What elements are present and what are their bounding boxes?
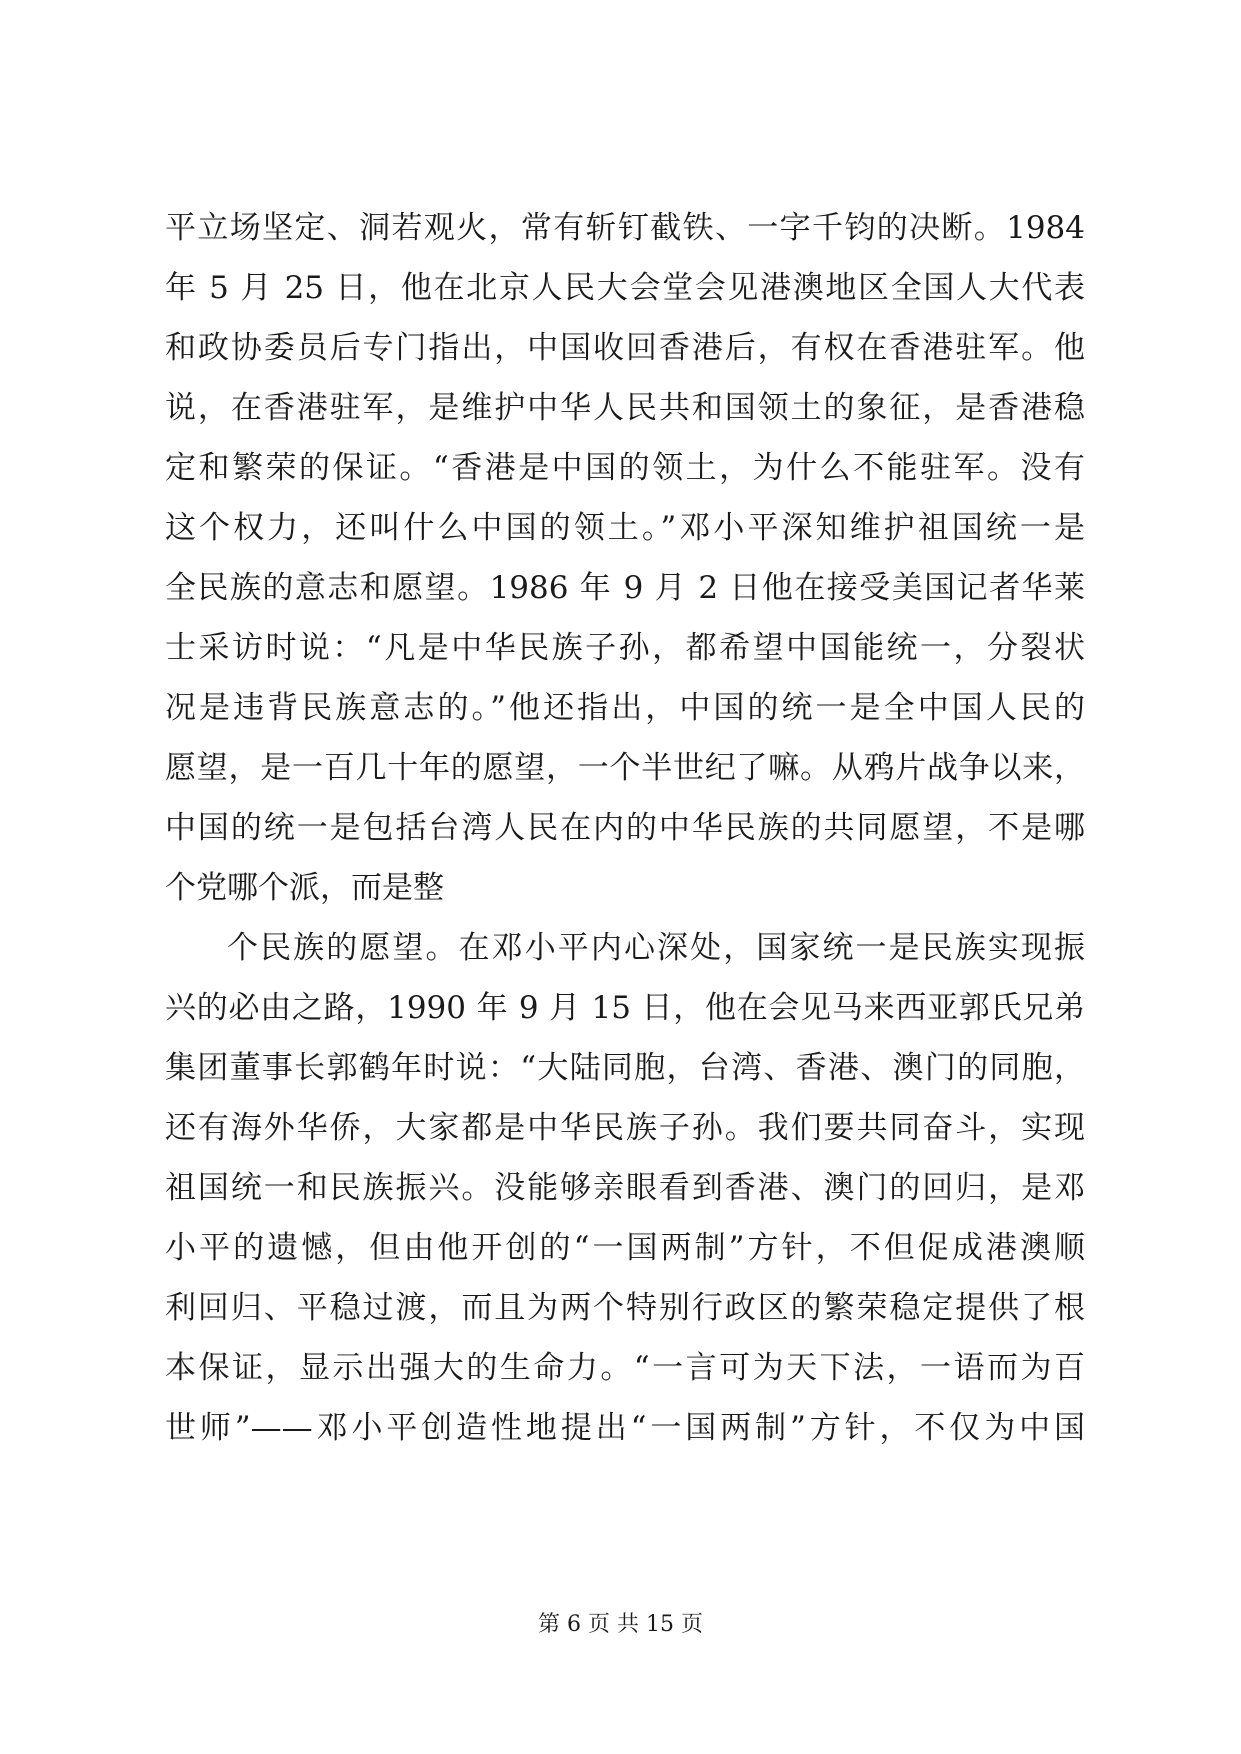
page-number-label: 第 6 页 共 15 页 (538, 1612, 703, 1637)
text-line: 利回归、平稳过渡，而且为两个特别行政区的繁荣稳定提供了根 (165, 1290, 1085, 1326)
text-line: 平立场坚定、洞若观火，常有斩钉截铁、一字千钧的决断。1984 (165, 210, 1085, 246)
text-line: 个民族的愿望。在邓小平内心深处，国家统一是民族实现振 (227, 930, 1085, 966)
text-line: 本保证，显示出强大的生命力。“一言可为天下法，一语而为百 (165, 1350, 1085, 1386)
text-line: 世师”——邓小平创造性地提出“一国两制”方针，不仅为中国 (165, 1410, 1085, 1446)
text-line: 还有海外华侨，大家都是中华民族子孙。我们要共同奋斗，实现 (165, 1110, 1085, 1146)
text-line: 定和繁荣的保证。“香港是中国的领土，为什么不能驻军。没有 (165, 450, 1085, 486)
page-footer (0, 1610, 1241, 1640)
text-line: 个党哪个派，而是整 (165, 870, 444, 906)
text-line: 年 5 月 25 日，他在北京人民大会堂会见港澳地区全国人大代表 (165, 270, 1085, 306)
text-line: 这个权力，还叫什么中国的领土。”邓小平深知维护祖国统一是 (165, 510, 1085, 546)
text-line: 小平的遗憾，但由他开创的“一国两制”方针，不但促成港澳顺 (165, 1230, 1085, 1266)
text-line: 况是违背民族意志的。”他还指出，中国的统一是全中国人民的 (165, 690, 1085, 726)
text-line: 中国的统一是包括台湾人民在内的中华民族的共同愿望，不是哪 (165, 810, 1085, 846)
text-line: 愿望，是一百几十年的愿望，一个半世纪了嘛。从鸦片战争以来， (165, 750, 1085, 786)
text-line: 集团董事长郭鹤年时说：“大陆同胞，台湾、香港、澳门的同胞， (165, 1050, 1085, 1086)
text-line: 全民族的意志和愿望。1986 年 9 月 2 日他在接受美国记者华莱 (165, 570, 1085, 606)
text-line: 和政协委员后专门指出，中国收回香港后，有权在香港驻军。他 (165, 330, 1085, 366)
text-line: 兴的必由之路，1990 年 9 月 15 日，他在会见马来西亚郭氏兄弟 (165, 990, 1085, 1026)
text-line: 祖国统一和民族振兴。没能够亲眼看到香港、澳门的回归，是邓 (165, 1170, 1085, 1206)
body-text (165, 198, 1085, 1458)
paragraph-1 (165, 198, 1085, 918)
paragraph-2 (165, 918, 1085, 1458)
text-line: 士采访时说：“凡是中华民族子孙，都希望中国能统一，分裂状 (165, 630, 1085, 666)
text-line: 说，在香港驻军，是维护中华人民共和国领土的象征，是香港稳 (165, 390, 1085, 426)
